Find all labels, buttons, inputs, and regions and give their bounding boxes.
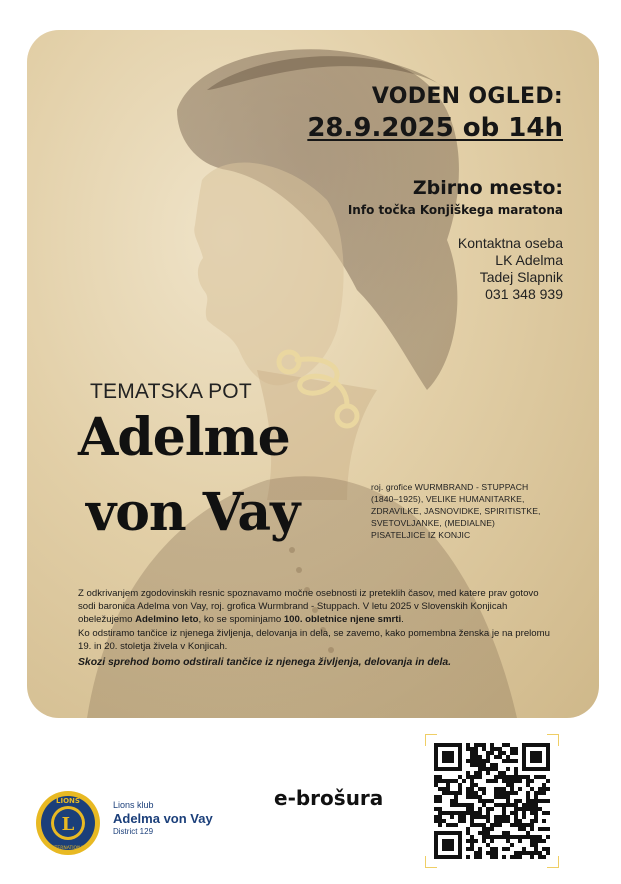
club-info: [113, 800, 213, 837]
title-kicker: TEMATSKA POT: [90, 380, 252, 403]
logo-top-text: LIONS: [56, 797, 80, 805]
ebrochure-label: e-brošura: [274, 786, 384, 810]
meeting-place: Info točka Konjiškega maratona: [347, 203, 563, 217]
body-paragraph-3: Skozi sprehod bomo odstirali tančice iz njenega življenja, delovanja in dela.: [78, 656, 452, 668]
bio-block: [371, 481, 571, 541]
bio-line: ZDRAVILKE, JASNOVIDKE, SPIRITISTKE,: [371, 506, 541, 516]
club-label: Lions klub: [113, 800, 154, 810]
meeting-heading: Zbirno mesto:: [412, 177, 563, 199]
title-line-2: von Vay: [86, 482, 300, 543]
body-text: [78, 588, 558, 672]
contact-line: Kontaktna oseba: [457, 235, 563, 251]
body-paragraph-2: Ko odstiramo tančice iz njenega življenja, delovanja in dela, se zavemo, kako pomembna ženska je na prelomu 19. in 20. stoletja živela v Konjicah.: [78, 628, 550, 653]
contact-line: LK Adelma: [495, 252, 563, 268]
club-district: District 129: [113, 827, 154, 836]
bio-line: (1840–1925), VELIKE HUMANITARKE,: [371, 494, 525, 504]
contact-phone: 031 348 939: [485, 286, 563, 302]
title-line-1: Adelme: [78, 407, 290, 468]
contact-line: Tadej Slapnik: [479, 269, 563, 285]
club-name: Adelma von Vay: [113, 811, 213, 826]
qr-code[interactable]: [425, 734, 559, 868]
bio-line: roj. grofice WURMBRAND - STUPPACH: [371, 482, 529, 492]
bio-line: SVETOVLJANKE, (MEDIALNE): [371, 518, 496, 528]
contact-block: [458, 235, 563, 303]
lions-logo: [35, 790, 101, 856]
tour-heading: VODEN OGLED:: [371, 84, 563, 109]
body-paragraph-1: Z odkrivanjem zgodovinskih resnic spoznavamo močne osebnosti iz preteklih časov, med katere prav gotovo sodi baronica Adelma von Vay, roj. grofica Wurmbrand - Stuppach. V letu 2025 v Slovenskih Konjicah obeležujemo Adelmino leto, ko se spominjamo 100. obletnice njene smrti.: [78, 588, 539, 625]
logo-letter: L: [61, 814, 75, 835]
bio-line: PISATELJICE IZ KONJIC: [371, 530, 471, 540]
logo-bottom-text: INTERNATIONAL: [49, 846, 87, 851]
tour-date-time: 28.9.2025 ob 14h: [307, 113, 563, 143]
